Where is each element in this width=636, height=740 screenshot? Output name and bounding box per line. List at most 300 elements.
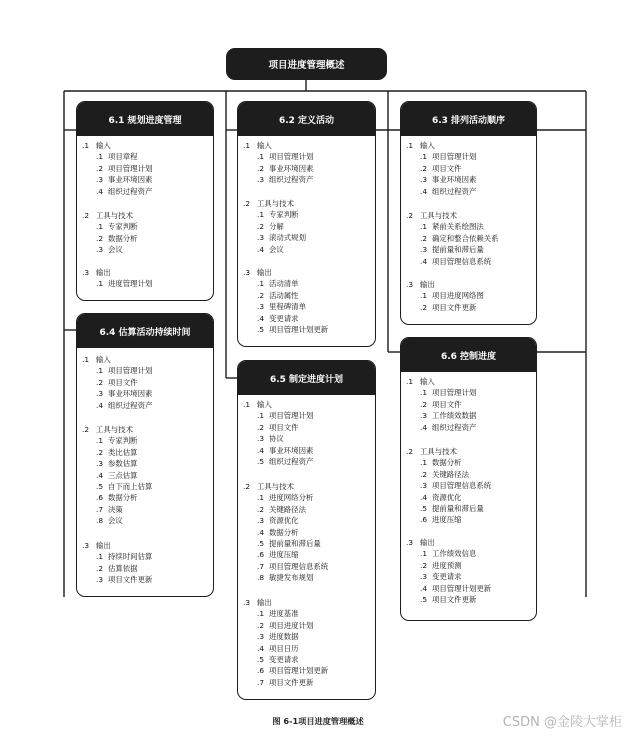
section-number: .2: [82, 425, 90, 434]
item-number: .4: [420, 422, 428, 432]
section-heading: [82, 210, 138, 221]
list-item: [243, 538, 328, 549]
list-item: [82, 221, 138, 232]
section-inputs: [82, 354, 152, 411]
item-text: 滚动式规划: [269, 233, 306, 243]
list-item: [82, 492, 152, 503]
list-item: [243, 278, 328, 289]
section-number: .1: [82, 141, 90, 150]
item-text: 提前量和滞后量: [432, 504, 484, 514]
section-title: 工具与技术: [257, 199, 294, 208]
item-number: .6: [420, 515, 428, 525]
section-number: .1: [406, 141, 414, 150]
section-number: .2: [243, 199, 251, 208]
item-number: .4: [96, 400, 104, 410]
section-number: .3: [82, 541, 90, 550]
item-text: 工作绩效数据: [432, 411, 477, 421]
section-heading: [82, 354, 152, 365]
item-text: 活动清单: [269, 279, 299, 289]
section-outputs: [406, 279, 484, 313]
item-number: .2: [96, 563, 104, 573]
item-text: 提前量和滞后量: [432, 245, 484, 255]
section-title: 输入: [96, 355, 111, 364]
item-text: 数据分析: [108, 493, 138, 503]
item-text: 项目管理计划: [269, 152, 314, 162]
item-number: .2: [420, 233, 428, 243]
item-text: 活动属性: [269, 290, 299, 300]
list-item: [82, 278, 152, 289]
section-inputs: [406, 376, 476, 433]
list-item: [82, 244, 138, 255]
item-number: .3: [420, 481, 428, 491]
item-number: .7: [257, 677, 265, 687]
section-outputs: [82, 267, 152, 290]
list-item: [82, 470, 152, 481]
section-title: 工具与技术: [420, 211, 457, 220]
section-tools: [243, 481, 328, 584]
list-item: [243, 290, 328, 301]
item-number: .5: [96, 482, 104, 492]
item-number: .2: [96, 163, 104, 173]
section-heading: [82, 540, 152, 551]
item-number: .5: [257, 655, 265, 665]
item-text: 敏捷发布规划: [269, 573, 314, 583]
process-box-6-4: [76, 313, 214, 597]
item-text: 项目进度计划: [269, 620, 314, 630]
item-number: .2: [96, 447, 104, 457]
list-item: [243, 445, 313, 456]
item-number: .2: [420, 163, 428, 173]
item-number: .1: [420, 458, 428, 468]
list-item: [82, 551, 152, 562]
item-number: .4: [257, 244, 265, 254]
item-number: .8: [96, 516, 104, 526]
section-number: .1: [243, 141, 251, 150]
item-number: .2: [96, 377, 104, 387]
list-item: [82, 458, 152, 469]
list-item: [243, 549, 328, 560]
section-number: .3: [406, 538, 414, 547]
item-text: 项目文件: [108, 377, 138, 387]
section-inputs: [406, 140, 476, 197]
item-text: 估算依据: [108, 563, 138, 573]
section-tools: [243, 198, 306, 255]
section-tools: [406, 210, 499, 267]
list-item: [82, 174, 152, 185]
item-text: 事业环境因素: [269, 163, 314, 173]
item-text: 项目日历: [269, 643, 299, 653]
item-number: .6: [96, 493, 104, 503]
list-item: [406, 492, 491, 503]
item-text: 项目管理计划更新: [269, 325, 329, 335]
item-number: .4: [257, 445, 265, 455]
list-item: [243, 608, 328, 619]
item-text: 项目管理信息系统: [432, 481, 492, 491]
list-item: [243, 232, 306, 243]
item-text: 会议: [108, 516, 123, 526]
list-item: [243, 654, 328, 665]
section-outputs: [406, 537, 491, 605]
list-item: [243, 527, 328, 538]
item-number: .1: [96, 152, 104, 162]
item-text: 事业环境因素: [108, 175, 153, 185]
list-item: [406, 583, 491, 594]
item-text: 项目文件更新: [432, 302, 477, 312]
item-number: .1: [96, 279, 104, 289]
section-title: 输入: [420, 141, 435, 150]
item-number: .2: [257, 422, 265, 432]
item-number: .3: [420, 572, 428, 582]
item-number: .2: [257, 290, 265, 300]
item-number: .5: [257, 539, 265, 549]
item-text: 协议: [269, 434, 284, 444]
section-heading: [406, 279, 484, 290]
item-text: 参数估算: [108, 459, 138, 469]
section-heading: [406, 140, 476, 151]
section-title: 输入: [257, 141, 272, 150]
item-text: 事业环境因素: [269, 445, 314, 455]
item-number: .3: [96, 245, 104, 255]
item-text: 决策: [108, 504, 123, 514]
item-text: 数据分析: [108, 233, 138, 243]
item-number: .1: [420, 152, 428, 162]
item-number: .2: [257, 163, 265, 173]
item-text: 工作绩效信息: [432, 549, 477, 559]
list-item: [243, 515, 328, 526]
section-inputs: [82, 140, 152, 197]
item-number: .4: [420, 492, 428, 502]
item-text: 项目文件: [432, 163, 462, 173]
list-item: [243, 665, 328, 676]
list-item: [243, 221, 306, 232]
list-item: [406, 514, 491, 525]
list-item: [243, 631, 328, 642]
list-item: [406, 410, 476, 421]
section-number: .2: [243, 482, 251, 491]
item-text: 关键路径法: [432, 469, 469, 479]
item-number: .5: [257, 457, 265, 467]
list-item: [243, 301, 328, 312]
process-box-6-1: [76, 101, 214, 301]
list-item: [82, 186, 152, 197]
section-title: 输出: [257, 268, 272, 277]
item-text: 项目管理计划更新: [432, 583, 492, 593]
item-text: 项目管理计划: [432, 152, 477, 162]
item-text: 变更请求: [269, 313, 299, 323]
section-heading: [243, 267, 328, 278]
item-number: .7: [257, 561, 265, 571]
item-text: 事业环境因素: [108, 389, 153, 399]
section-heading: [82, 267, 152, 278]
list-item: [82, 504, 152, 515]
list-item: [243, 433, 313, 444]
list-item: [82, 563, 152, 574]
process-title: 6.5 制定进度计划: [238, 361, 375, 395]
list-item: [82, 481, 152, 492]
list-item: [243, 492, 328, 503]
item-text: 项目管理信息系统: [269, 561, 329, 571]
section-title: 输出: [420, 280, 435, 289]
item-number: .1: [257, 493, 265, 503]
item-number: .3: [257, 233, 265, 243]
section-heading: [243, 399, 313, 410]
item-number: .5: [420, 504, 428, 514]
section-title: 工具与技术: [96, 425, 133, 434]
item-number: .8: [257, 573, 265, 583]
list-item: [406, 560, 491, 571]
item-number: .2: [257, 504, 265, 514]
section-tools: [82, 424, 152, 527]
list-item: [82, 400, 152, 411]
list-item: [406, 151, 476, 162]
list-item: [82, 515, 152, 526]
list-item: [243, 209, 306, 220]
list-item: [406, 503, 491, 514]
list-item: [243, 410, 313, 421]
item-number: .2: [420, 560, 428, 570]
item-text: 项目文件: [269, 422, 299, 432]
list-item: [82, 435, 152, 446]
item-number: .2: [420, 302, 428, 312]
section-title: 输出: [96, 541, 111, 550]
item-text: 项目管理计划: [108, 366, 153, 376]
section-title: 输入: [420, 377, 435, 386]
item-number: .3: [257, 516, 265, 526]
root-node: 项目进度管理概述: [226, 48, 387, 80]
list-item: [406, 302, 484, 313]
item-text: 资源优化: [432, 492, 462, 502]
list-item: [406, 571, 491, 582]
list-item: [82, 574, 152, 585]
section-outputs: [82, 540, 152, 586]
item-number: .4: [420, 583, 428, 593]
list-item: [243, 572, 328, 583]
section-number: .3: [406, 280, 414, 289]
item-number: .3: [96, 459, 104, 469]
list-item: [243, 163, 313, 174]
item-number: .2: [257, 221, 265, 231]
list-item: [82, 163, 152, 174]
section-number: .2: [406, 447, 414, 456]
list-item: [243, 151, 313, 162]
section-heading: [82, 140, 152, 151]
list-item: [406, 548, 491, 559]
list-item: [406, 221, 499, 232]
list-item: [243, 620, 328, 631]
list-item: [243, 677, 328, 688]
list-item: [243, 422, 313, 433]
item-text: 紧前关系绘图法: [432, 222, 484, 232]
item-text: 数据分析: [432, 458, 462, 468]
section-heading: [243, 198, 306, 209]
section-title: 输入: [96, 141, 111, 150]
list-item: [82, 388, 152, 399]
list-item: [406, 163, 476, 174]
section-title: 输出: [96, 268, 111, 277]
item-text: 进度压缩: [269, 550, 299, 560]
section-title: 工具与技术: [96, 211, 133, 220]
item-number: .1: [96, 436, 104, 446]
section-title: 输出: [420, 538, 435, 547]
item-text: 进度管理计划: [108, 279, 153, 289]
item-text: 进度基准: [269, 609, 299, 619]
section-title: 输出: [257, 598, 272, 607]
item-text: 提前量和滞后量: [269, 539, 321, 549]
section-number: .1: [406, 377, 414, 386]
item-number: .1: [420, 549, 428, 559]
section-heading: [406, 376, 476, 387]
list-item: [243, 313, 328, 324]
item-text: 组织过程资产: [269, 457, 314, 467]
item-text: 关键路径法: [269, 504, 306, 514]
list-item: [406, 457, 491, 468]
list-item: [406, 399, 476, 410]
item-number: .6: [257, 550, 265, 560]
section-number: .3: [82, 268, 90, 277]
list-item: [243, 456, 313, 467]
watermark: CSDN @金陵大掌柜: [502, 715, 622, 730]
section-inputs: [243, 140, 313, 186]
list-item: [406, 594, 491, 605]
item-number: .4: [257, 527, 265, 537]
section-heading: [406, 446, 491, 457]
list-item: [406, 256, 499, 267]
item-number: .1: [96, 552, 104, 562]
section-heading: [406, 210, 499, 221]
list-item: [406, 244, 499, 255]
item-number: .2: [420, 399, 428, 409]
item-text: 分解: [269, 221, 284, 231]
section-heading: [406, 537, 491, 548]
item-text: 会议: [108, 245, 123, 255]
item-number: .3: [257, 632, 265, 642]
list-item: [406, 480, 491, 491]
item-number: .3: [257, 302, 265, 312]
item-number: .3: [257, 434, 265, 444]
item-number: .1: [420, 291, 428, 301]
item-number: .1: [420, 388, 428, 398]
process-title: 6.4 估算活动持续时间: [77, 314, 213, 348]
item-number: .2: [257, 620, 265, 630]
list-item: [406, 387, 476, 398]
item-number: .1: [257, 279, 265, 289]
section-outputs: [243, 597, 328, 688]
item-text: 项目进度网络图: [432, 291, 484, 301]
process-title: 6.3 排列活动顺序: [401, 102, 536, 136]
list-item: [82, 233, 138, 244]
item-number: .3: [96, 175, 104, 185]
section-tools: [406, 446, 491, 526]
process-box-6-2: [237, 101, 376, 347]
item-number: .1: [257, 411, 265, 421]
list-item: [243, 174, 313, 185]
item-number: .4: [257, 313, 265, 323]
item-text: 项目文件更新: [108, 575, 153, 585]
section-number: .2: [406, 211, 414, 220]
section-number: .3: [243, 268, 251, 277]
list-item: [406, 233, 499, 244]
item-text: 类比估算: [108, 447, 138, 457]
section-tools: [82, 210, 138, 256]
item-text: 专家判断: [269, 210, 299, 220]
item-text: 项目文件更新: [269, 677, 314, 687]
section-number: .1: [82, 355, 90, 364]
section-outputs: [243, 267, 328, 335]
list-item: [243, 244, 306, 255]
item-text: 自下而上估算: [108, 482, 153, 492]
list-item: [243, 504, 328, 515]
section-inputs: [243, 399, 313, 467]
section-heading: [82, 424, 152, 435]
list-item: [406, 422, 476, 433]
item-number: .3: [420, 245, 428, 255]
item-text: 项目管理信息系统: [432, 256, 492, 266]
item-number: .1: [96, 366, 104, 376]
item-number: .4: [96, 470, 104, 480]
list-item: [406, 174, 476, 185]
item-number: .1: [257, 152, 265, 162]
process-title: 6.1 规划进度管理: [77, 102, 213, 136]
item-number: .2: [96, 233, 104, 243]
list-item: [406, 469, 491, 480]
list-item: [406, 290, 484, 301]
list-item: [406, 186, 476, 197]
item-number: .5: [420, 595, 428, 605]
item-text: 组织过程资产: [432, 186, 477, 196]
list-item: [82, 365, 152, 376]
list-item: [243, 324, 328, 335]
item-text: 进度压缩: [432, 515, 462, 525]
item-number: .3: [96, 389, 104, 399]
item-text: 项目管理计划更新: [269, 666, 329, 676]
item-number: .3: [96, 575, 104, 585]
item-number: .1: [257, 210, 265, 220]
item-number: .7: [96, 504, 104, 514]
process-title: 6.2 定义活动: [238, 102, 375, 136]
item-text: 会议: [269, 244, 284, 254]
item-number: .4: [420, 186, 428, 196]
item-number: .1: [257, 609, 265, 619]
section-title: 输入: [257, 400, 272, 409]
item-number: .5: [257, 325, 265, 335]
list-item: [243, 561, 328, 572]
section-number: .1: [243, 400, 251, 409]
item-number: .4: [257, 643, 265, 653]
figure-caption: 图 6-1项目进度管理概述: [272, 716, 364, 726]
item-text: 组织过程资产: [432, 422, 477, 432]
section-title: 工具与技术: [420, 447, 457, 456]
section-number: .3: [243, 598, 251, 607]
process-box-6-6: [400, 337, 537, 621]
item-text: 进度网络分析: [269, 493, 314, 503]
item-text: 组织过程资产: [108, 186, 153, 196]
section-heading: [243, 481, 328, 492]
item-number: .6: [257, 666, 265, 676]
item-text: 进度预测: [432, 560, 462, 570]
item-text: 项目管理计划: [432, 388, 477, 398]
item-number: .2: [420, 469, 428, 479]
section-heading: [243, 597, 328, 608]
item-text: 项目管理计划: [269, 411, 314, 421]
item-text: 三点估算: [108, 470, 138, 480]
item-text: 变更请求: [269, 655, 299, 665]
item-text: 事业环境因素: [432, 175, 477, 185]
section-title: 工具与技术: [257, 482, 294, 491]
item-text: 专家判断: [108, 436, 138, 446]
section-number: .2: [82, 211, 90, 220]
item-number: .4: [420, 256, 428, 266]
item-text: 变更请求: [432, 572, 462, 582]
